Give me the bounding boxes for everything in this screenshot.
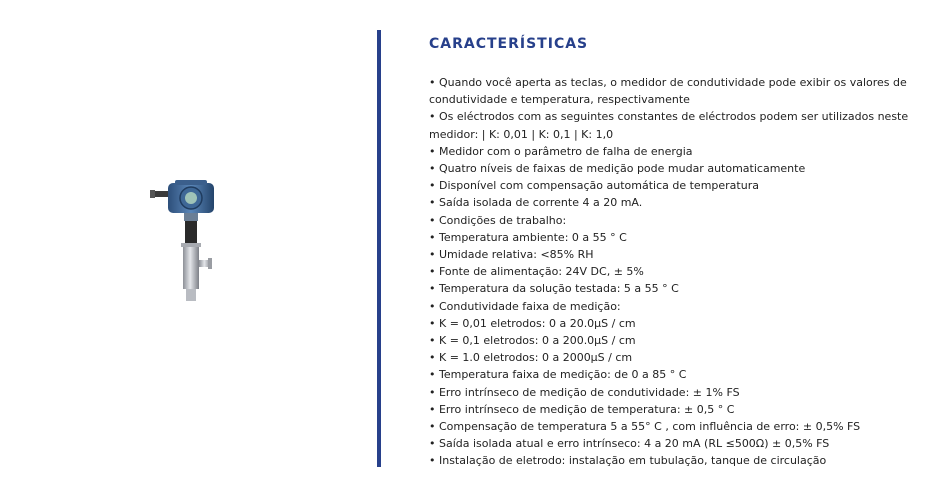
list-item: • Os eléctrodos com as seguintes constantes de eléctrodos podem ser utilizados neste medidor: | K: 0,01 | K: 0,1 | K: 1,0 <box>429 110 909 141</box>
list-item: • Saída isolada atual e erro intrínseco: 4 a 20 mA (RL ≤500Ω) ± 0,5% FS <box>429 437 830 451</box>
list-item: • Temperatura da solução testada: 5 a 55 ° C <box>429 282 679 296</box>
list-item: • Quatro níveis de faixas de medição pode mudar automaticamente <box>429 162 806 176</box>
list-item: • Umidade relativa: <85% RH <box>429 248 594 262</box>
list-item: • Disponível com compensação automática de temperatura <box>429 179 759 193</box>
section-divider <box>377 30 381 467</box>
list-item: • K = 1.0 eletrodos: 0 a 2000μS / cm <box>429 351 633 365</box>
section-title: CARACTERÍSTICAS <box>429 36 589 52</box>
list-item: • Temperatura ambiente: 0 a 55 ° C <box>429 230 627 244</box>
list-item: • Compensação de temperatura 5 a 55° C , com influência de erro: ± 0,5% FS <box>429 420 861 434</box>
list-item: • K = 0,01 eletrodos: 0 a 20.0μS / cm <box>429 316 636 330</box>
list-item: • Condições de trabalho: <box>429 213 567 227</box>
list-item: • Fonte de alimentação: 24V DC, ± 5% <box>429 265 644 279</box>
list-item: • Erro intrínseco de medição de condutividade: ± 1% FS <box>429 385 740 399</box>
list-item: • Instalação de eletrodo: instalação em tubulação, tanque de circulação <box>429 454 827 468</box>
characteristics-section <box>429 33 929 468</box>
conductivity-transmitter-image <box>150 178 220 306</box>
list-item: • Saída isolada de corrente 4 a 20 mA. <box>429 196 643 210</box>
features-list <box>429 74 929 470</box>
list-item: • Medidor com o parâmetro de falha de energia <box>429 144 693 158</box>
list-item: • Quando você aperta as teclas, o medidor de condutividade pode exibir os valores de condutividade e temperatura, respectivamente <box>429 76 907 107</box>
list-item: • Erro intrínseco de medição de temperatura: ± 0,5 ° C <box>429 402 735 416</box>
list-item: • Temperatura faixa de medição: de 0 a 85 ° C <box>429 368 687 382</box>
list-item: • K = 0,1 eletrodos: 0 a 200.0μS / cm <box>429 334 636 348</box>
list-item: • Condutividade faixa de medição: <box>429 299 621 313</box>
